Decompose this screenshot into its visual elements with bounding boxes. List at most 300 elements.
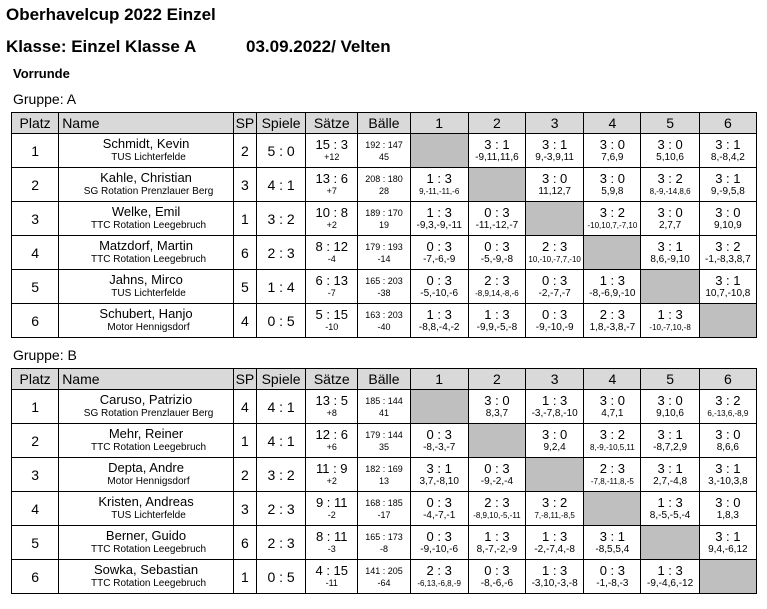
col-header-opponent: 4	[584, 369, 641, 390]
date-place: 03.09.2022/ Velten	[246, 37, 391, 56]
self-match-cell	[468, 424, 525, 458]
match-details: 8,-9,-10,5,11	[589, 442, 635, 452]
match-score: 3 : 0	[657, 136, 683, 152]
match-details: -8,-3,-7	[423, 441, 456, 453]
match-result-cell	[526, 560, 584, 594]
sets-ratio: 9 : 11	[315, 494, 348, 510]
match-details: 1,8,3	[716, 509, 739, 521]
match-details: 9,4,-6,12	[708, 543, 748, 555]
match-details: 6,-13,6,-8,9	[707, 408, 749, 418]
match-details: -8,5,5,4	[595, 543, 630, 555]
balls-diff: -64	[377, 577, 391, 588]
player-club: SG Rotation Prenzlauer Berg	[83, 185, 214, 197]
sets-cell	[306, 390, 358, 424]
match-score: 3 : 0	[599, 170, 625, 186]
table-row	[12, 424, 757, 458]
player-name: Caruso, Patrizio	[99, 391, 193, 407]
balls-ratio: 163 : 203	[365, 309, 403, 320]
match-result-cell	[468, 236, 525, 270]
sp-cell: 1	[233, 560, 256, 594]
match-result-cell	[641, 560, 699, 594]
match-details: 7,-8,11,-8,5	[534, 510, 575, 520]
sets-cell	[306, 134, 358, 168]
sets-diff: -3	[327, 543, 336, 554]
match-score: 3 : 1	[657, 426, 683, 442]
sets-ratio: 8 : 11	[315, 528, 348, 544]
match-score: 1 : 3	[541, 562, 568, 578]
match-result-cell	[410, 560, 468, 594]
sets-ratio: 6 : 13	[315, 272, 349, 288]
match-details: -10,10,7,-7,10	[587, 220, 638, 230]
match-result-cell	[410, 168, 468, 202]
match-score: 0 : 3	[484, 460, 510, 476]
match-result-cell	[526, 492, 584, 526]
self-match-cell	[468, 168, 525, 202]
match-result-cell	[468, 134, 525, 168]
sp-cell: 6	[233, 526, 256, 560]
balls-ratio: 179 : 193	[365, 241, 403, 252]
player-club: TTC Rotation Leegebruch	[91, 543, 207, 555]
player-cell	[59, 390, 234, 424]
player-cell	[59, 492, 234, 526]
table-row	[12, 390, 757, 424]
player-name: Sowka, Sebastian	[94, 561, 199, 577]
rank-cell: 1	[12, 390, 59, 424]
header-row	[12, 113, 757, 134]
balls-diff: 28	[378, 185, 389, 196]
rank-cell: 5	[12, 270, 59, 304]
balls-diff: -14	[377, 253, 391, 264]
player-club: TUS Lichterfelde	[111, 509, 186, 521]
match-score: 2 : 3	[599, 306, 625, 322]
rank-cell: 5	[12, 526, 59, 560]
sp-cell: 1	[233, 424, 256, 458]
match-score: 0 : 3	[426, 528, 452, 544]
match-details: -6,13,-6,8,-9	[417, 578, 461, 588]
class-label: Klasse: Einzel Klasse A	[6, 37, 197, 56]
sp-cell: 3	[233, 492, 256, 526]
match-result-cell	[410, 458, 468, 492]
table-row	[12, 270, 757, 304]
sets-diff: +8	[326, 407, 337, 418]
table-row	[12, 526, 757, 560]
sets-ratio: 11 : 9	[315, 460, 348, 476]
match-result-cell	[699, 424, 756, 458]
match-score: 3 : 1	[484, 136, 510, 152]
group-b-label: Gruppe: B	[13, 347, 77, 363]
player-cell	[59, 134, 234, 168]
match-score: 3 : 0	[599, 392, 625, 408]
player-club: SG Rotation Prenzlauer Berg	[83, 407, 214, 419]
match-score: 2 : 3	[484, 272, 510, 288]
match-details: 9,2,4	[543, 441, 566, 453]
match-details: -10,-7,10,-8	[649, 322, 691, 332]
sets-ratio: 13 : 5	[315, 392, 349, 408]
match-score: 3 : 0	[599, 136, 625, 152]
match-details: 3,-10,3,8	[708, 475, 748, 487]
self-match-cell	[410, 134, 468, 168]
match-details: -8,8,-4,-2	[418, 321, 460, 333]
match-details: 8,-5,-5,-4	[649, 509, 691, 521]
match-score: 0 : 3	[541, 306, 568, 322]
match-result-cell	[526, 390, 584, 424]
match-result-cell	[699, 202, 756, 236]
match-score: 3 : 1	[715, 460, 741, 476]
player-cell	[59, 236, 234, 270]
player-club: TUS Lichterfelde	[111, 151, 186, 163]
match-details: 8,6,-9,10	[650, 253, 690, 265]
balls-diff: -8	[379, 543, 388, 554]
sp-cell: 2	[233, 458, 256, 492]
sp-cell: 1	[233, 202, 256, 236]
group-b-table	[11, 368, 757, 594]
sets-diff: +6	[326, 441, 337, 452]
match-result-cell	[584, 134, 641, 168]
match-result-cell	[699, 390, 756, 424]
match-result-cell	[584, 168, 641, 202]
match-score: 0 : 3	[426, 238, 452, 254]
balls-ratio: 189 : 170	[365, 207, 403, 218]
sets-cell	[306, 458, 358, 492]
self-match-cell	[584, 492, 641, 526]
match-result-cell	[584, 424, 641, 458]
sets-cell	[306, 202, 358, 236]
table-row	[12, 168, 757, 202]
match-details: -5,-10,-6	[420, 287, 459, 299]
sets-cell	[306, 560, 358, 594]
match-score: 3 : 0	[484, 392, 510, 408]
col-header-sp: SP	[233, 369, 256, 390]
match-result-cell	[699, 526, 756, 560]
player-club: Motor Hennigsdorf	[107, 321, 190, 333]
match-result-cell	[468, 526, 525, 560]
self-match-cell	[641, 526, 699, 560]
col-header-opponent: 5	[641, 113, 699, 134]
balls-diff: 19	[378, 219, 389, 230]
games-cell: 0 : 5	[256, 560, 305, 594]
match-result-cell	[526, 304, 584, 338]
match-score: 1 : 3	[426, 170, 452, 186]
sets-diff: +2	[326, 219, 337, 230]
match-result-cell	[641, 202, 699, 236]
match-result-cell	[468, 458, 525, 492]
match-score: 3 : 0	[715, 426, 741, 442]
match-score: 3 : 1	[541, 136, 568, 152]
player-name: Berner, Guido	[105, 527, 187, 543]
col-header-spiele: Spiele	[256, 113, 305, 134]
self-match-cell	[699, 560, 756, 594]
match-result-cell	[584, 304, 641, 338]
match-details: -9,11,11,6	[475, 151, 519, 163]
self-match-cell	[410, 390, 468, 424]
match-result-cell	[641, 458, 699, 492]
games-cell: 1 : 4	[256, 270, 305, 304]
match-score: 3 : 1	[657, 238, 683, 254]
match-details: -9,-10,-9	[535, 321, 574, 333]
match-score: 0 : 3	[541, 272, 568, 288]
match-details: 8,6,6	[716, 441, 739, 453]
col-header-opponent: 2	[468, 369, 525, 390]
match-score: 1 : 3	[426, 306, 452, 322]
games-cell: 3 : 2	[256, 458, 305, 492]
match-result-cell	[526, 270, 584, 304]
match-score: 3 : 1	[426, 460, 452, 476]
match-details: 4,7,1	[601, 407, 624, 419]
table-row	[12, 134, 757, 168]
col-header-sp: SP	[233, 113, 256, 134]
match-score: 3 : 0	[657, 392, 683, 408]
match-details: -3,10,-3,-8	[531, 577, 578, 589]
match-score: 3 : 0	[541, 426, 568, 442]
player-name: Kahle, Christian	[100, 169, 192, 185]
match-score: 3 : 0	[715, 494, 741, 510]
match-details: 10,7,-10,8	[705, 287, 751, 299]
col-header-opponent: 1	[410, 113, 468, 134]
sp-cell: 4	[233, 390, 256, 424]
match-result-cell	[526, 236, 584, 270]
match-score: 1 : 3	[426, 204, 452, 220]
table-row	[12, 202, 757, 236]
match-score: 3 : 1	[715, 136, 741, 152]
sets-diff: -2	[327, 509, 336, 520]
sets-cell	[306, 424, 358, 458]
rank-cell: 1	[12, 134, 59, 168]
sets-ratio: 15 : 3	[315, 136, 349, 152]
sets-cell	[306, 304, 358, 338]
col-header-platz: Platz	[12, 113, 59, 134]
sets-diff: -7	[327, 287, 336, 298]
match-details: -11,-12,-7	[475, 219, 519, 231]
match-details: -1,-8,-3	[596, 577, 629, 589]
sets-ratio: 4 : 15	[315, 562, 349, 578]
balls-ratio: 208 : 180	[365, 173, 403, 184]
match-details: -7,-6,-9	[423, 253, 456, 265]
match-score: 2 : 3	[541, 238, 568, 254]
match-score: 1 : 3	[657, 494, 683, 510]
match-result-cell	[468, 202, 525, 236]
sp-cell: 3	[233, 168, 256, 202]
sp-cell: 5	[233, 270, 256, 304]
balls-ratio: 182 : 169	[365, 463, 403, 474]
rank-cell: 3	[12, 458, 59, 492]
sets-ratio: 10 : 8	[315, 204, 349, 220]
rank-cell: 3	[12, 202, 59, 236]
games-cell: 2 : 3	[256, 526, 305, 560]
table-row	[12, 560, 757, 594]
player-cell	[59, 424, 234, 458]
match-details: 9,-9,5,8	[710, 185, 745, 197]
col-header-opponent: 2	[468, 113, 525, 134]
sets-cell	[306, 236, 358, 270]
match-details: 8,-8,4,2	[710, 151, 745, 163]
match-result-cell	[410, 304, 468, 338]
balls-ratio: 185 : 144	[365, 395, 403, 406]
match-result-cell	[410, 424, 468, 458]
match-details: 9,-3,9,11	[535, 151, 574, 163]
match-result-cell	[641, 236, 699, 270]
match-score: 3 : 2	[599, 426, 625, 442]
player-name: Matzdorf, Martin	[99, 237, 193, 253]
match-result-cell	[526, 424, 584, 458]
sets-diff: -10	[325, 321, 339, 332]
match-details: 10,-10,-7,7,-10	[528, 254, 581, 264]
match-score: 3 : 1	[715, 528, 741, 544]
match-score: 3 : 2	[541, 494, 568, 510]
match-details: 2,7,-4,8	[653, 475, 688, 487]
player-name: Depta, Andre	[108, 459, 184, 475]
sets-cell	[306, 270, 358, 304]
match-score: 1 : 3	[484, 306, 510, 322]
sets-diff: -11	[325, 577, 338, 588]
balls-diff: 41	[378, 407, 389, 418]
group-a-label: Gruppe: A	[13, 91, 77, 107]
match-details: -9,-2,-4	[480, 475, 514, 487]
match-score: 3 : 2	[715, 392, 741, 408]
player-cell	[59, 526, 234, 560]
games-cell: 4 : 1	[256, 390, 305, 424]
match-score: 2 : 3	[484, 494, 510, 510]
match-details: 8,-9,-14,8,6	[649, 186, 691, 196]
match-details: 11,12,7	[538, 185, 571, 197]
balls-cell	[358, 202, 410, 236]
sets-ratio: 8 : 12	[315, 238, 349, 254]
match-result-cell	[468, 304, 525, 338]
match-result-cell	[410, 526, 468, 560]
self-match-cell	[641, 270, 699, 304]
match-score: 3 : 2	[715, 238, 741, 254]
match-details: -5,-9,-8	[480, 253, 514, 265]
match-result-cell	[468, 270, 525, 304]
group-a-table	[11, 112, 757, 338]
col-header-opponent: 6	[699, 113, 756, 134]
match-details: -2,-7,4,-8	[534, 543, 575, 555]
match-score: 3 : 1	[599, 528, 625, 544]
match-score: 0 : 3	[426, 426, 452, 442]
match-score: 3 : 1	[657, 460, 683, 476]
balls-cell	[358, 270, 410, 304]
match-result-cell	[699, 236, 756, 270]
player-name: Mehr, Reiner	[108, 425, 184, 441]
match-details: -9,9,-5,-8	[476, 321, 518, 333]
sp-cell: 2	[233, 134, 256, 168]
match-result-cell	[526, 168, 584, 202]
games-cell: 0 : 5	[256, 304, 305, 338]
match-result-cell	[468, 560, 525, 594]
match-result-cell	[468, 492, 525, 526]
match-result-cell	[699, 458, 756, 492]
match-score: 0 : 3	[426, 494, 452, 510]
match-result-cell	[584, 560, 641, 594]
match-score: 1 : 3	[599, 272, 625, 288]
sp-cell: 4	[233, 304, 256, 338]
match-details: -8,-6,9,-10	[589, 287, 636, 299]
balls-cell	[358, 168, 410, 202]
match-details: 5,10,6	[656, 151, 684, 163]
col-header-opponent: 3	[526, 369, 584, 390]
balls-cell	[358, 236, 410, 270]
sets-diff: +7	[326, 185, 337, 196]
match-details: -9,3,-9,-11	[416, 219, 462, 231]
player-name: Kristen, Andreas	[98, 493, 194, 509]
player-name: Welke, Emil	[111, 203, 181, 219]
match-score: 1 : 3	[484, 528, 510, 544]
col-header-opponent: 1	[410, 369, 468, 390]
games-cell: 3 : 2	[256, 202, 305, 236]
match-result-cell	[584, 458, 641, 492]
match-result-cell	[641, 492, 699, 526]
match-result-cell	[584, 390, 641, 424]
match-details: -3,-7,8,-10	[531, 407, 578, 419]
match-score: 3 : 0	[715, 204, 741, 220]
match-score: 1 : 3	[657, 562, 683, 578]
match-result-cell	[526, 526, 584, 560]
match-details: 3,7,-8,10	[419, 475, 459, 487]
col-header-opponent: 6	[699, 369, 756, 390]
match-result-cell	[641, 134, 699, 168]
self-match-cell	[526, 458, 584, 492]
match-result-cell	[641, 168, 699, 202]
games-cell: 4 : 1	[256, 424, 305, 458]
table-row	[12, 492, 757, 526]
rank-cell: 4	[12, 492, 59, 526]
col-header-baelle: Bälle	[358, 369, 410, 390]
page-title: Oberhavelcup 2022 Einzel	[6, 5, 216, 24]
match-details: -2,-7,-7	[538, 287, 571, 299]
match-details: 8,-7,-2,-9	[476, 543, 518, 555]
match-score: 1 : 3	[657, 306, 683, 322]
player-cell	[59, 304, 234, 338]
match-score: 0 : 3	[484, 238, 510, 254]
match-result-cell	[699, 492, 756, 526]
match-result-cell	[410, 236, 468, 270]
balls-cell	[358, 492, 410, 526]
balls-ratio: 168 : 185	[365, 497, 403, 508]
col-header-opponent: 5	[641, 369, 699, 390]
match-score: 0 : 3	[484, 204, 510, 220]
self-match-cell	[584, 236, 641, 270]
match-details: 2,7,7	[658, 219, 682, 231]
match-details: 9,10,9	[713, 219, 742, 231]
match-result-cell	[699, 270, 756, 304]
match-score: 3 : 2	[599, 204, 625, 220]
col-header-spiele: Spiele	[256, 369, 305, 390]
table-row	[12, 458, 757, 492]
match-score: 3 : 0	[657, 204, 683, 220]
match-details: -8,9,14,-8,-6	[475, 288, 519, 298]
sets-ratio: 5 : 15	[315, 306, 349, 322]
col-header-opponent: 4	[584, 113, 641, 134]
match-result-cell	[410, 202, 468, 236]
balls-diff: -40	[377, 321, 391, 332]
match-score: 3 : 1	[715, 170, 741, 186]
match-result-cell	[526, 134, 584, 168]
match-details: -4,-7,-1	[423, 509, 456, 521]
balls-ratio: 192 : 147	[365, 139, 403, 150]
balls-diff: -38	[377, 287, 391, 298]
player-club: TTC Rotation Leegebruch	[91, 577, 207, 589]
col-header-platz: Platz	[12, 369, 59, 390]
match-score: 2 : 3	[599, 460, 625, 476]
match-details: 9,10,6	[656, 407, 684, 419]
match-details: -8,-6,-6	[480, 577, 514, 589]
player-name: Schmidt, Kevin	[102, 135, 190, 151]
match-result-cell	[584, 526, 641, 560]
games-cell: 2 : 3	[256, 236, 305, 270]
sets-cell	[306, 492, 358, 526]
match-score: 0 : 3	[426, 272, 452, 288]
balls-ratio: 165 : 203	[365, 275, 403, 286]
balls-ratio: 165 : 173	[365, 531, 403, 542]
